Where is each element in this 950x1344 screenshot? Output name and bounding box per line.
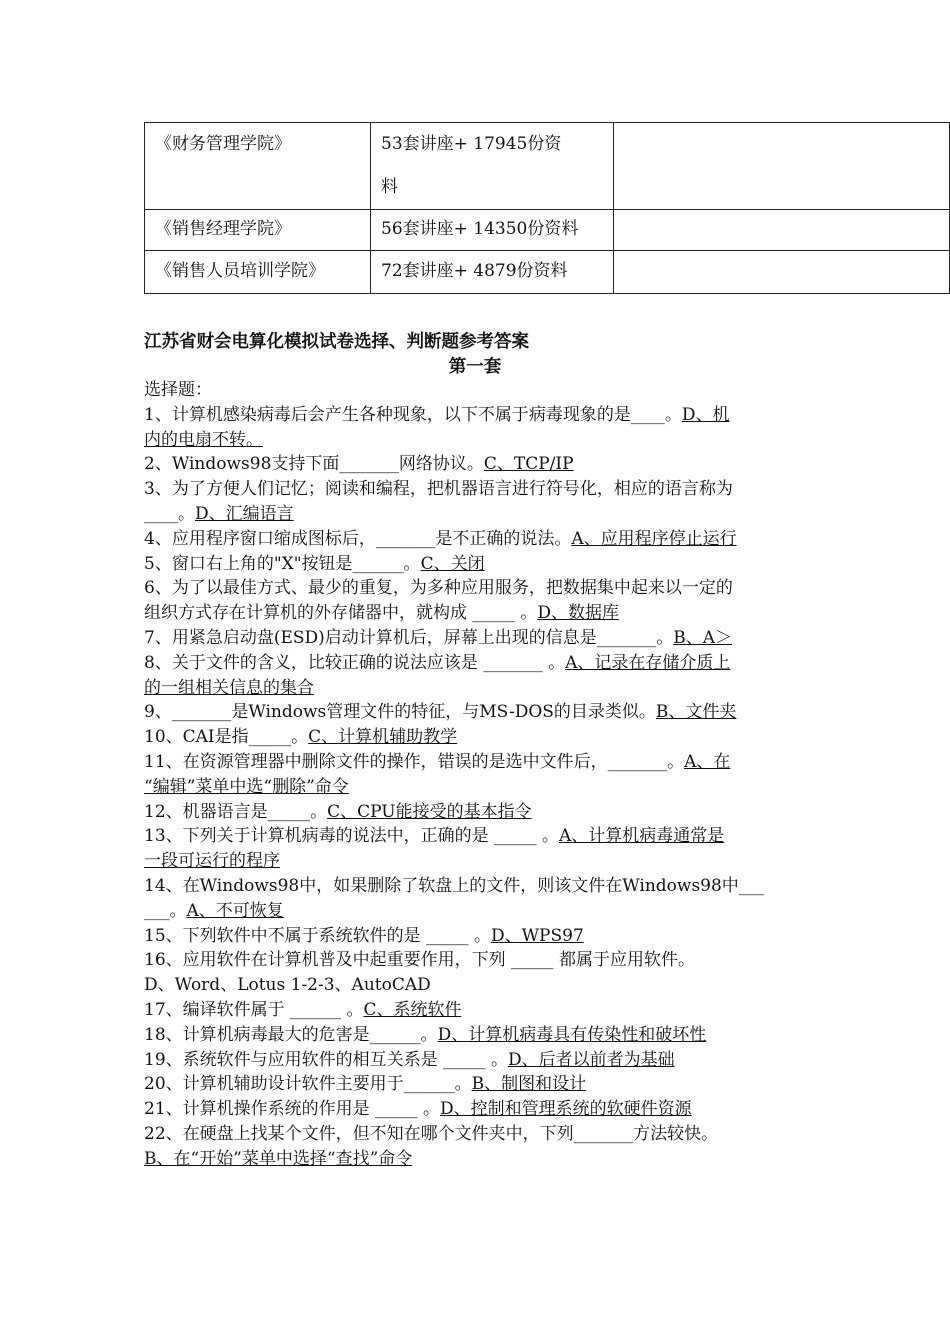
question-line xyxy=(144,1023,809,1048)
question-text: 5、窗口右上角的"X"按钮是______。 xyxy=(144,553,421,574)
table-cell-name: 《财务管理学院》 xyxy=(145,123,371,210)
question-text: 组织方式存在计算机的外存储器中，就构成 _____ 。 xyxy=(144,603,538,624)
question-text: 12、机器语言是_____。 xyxy=(144,801,328,822)
question-text: 2、Windows98支持下面_______网络协议。 xyxy=(144,454,484,475)
table-cell-detail: 72套讲座+ 4879份资料 xyxy=(371,251,614,294)
answer-text: C、计算机辅助教学 xyxy=(308,727,458,748)
question-text: 8、关于文件的含义，比较正确的说法应该是 _______ 。 xyxy=(144,652,566,673)
question-text: 19、系统软件与应用软件的相互关系是 _____ 。 xyxy=(144,1049,508,1070)
question-line xyxy=(144,552,809,577)
question-text: ____。 xyxy=(144,503,195,524)
answer-text: A、在 xyxy=(684,751,731,772)
question-line xyxy=(144,1048,809,1073)
set-title: 第一套 xyxy=(448,357,502,377)
question-line xyxy=(144,477,809,502)
question-line xyxy=(144,452,809,477)
question-text: 1、计算机感染病毒后会产生各种现象，以下不属于病毒现象的是____。 xyxy=(144,404,682,425)
answer-text: B、文件夹 xyxy=(655,702,737,723)
table-cell-name: 《销售经理学院》 xyxy=(145,210,371,251)
question-text: 9、_______是Windows管理文件的特征，与MS-DOS的目录类似。 xyxy=(144,702,656,723)
question-line xyxy=(144,924,809,949)
answer-text: A、记录在存储介质上 xyxy=(565,652,731,673)
table-row xyxy=(145,210,950,251)
table-cell-name: 《销售人员培训学院》 xyxy=(145,251,371,294)
question-line xyxy=(144,700,809,725)
table-row xyxy=(145,123,950,210)
question-line xyxy=(144,973,809,998)
table-row xyxy=(145,251,950,294)
answer-text: C、CPU能接受的基本指令 xyxy=(327,801,532,822)
resource-table xyxy=(144,122,950,294)
answer-text: D、计算机病毒具有传染性和破坏性 xyxy=(437,1024,707,1045)
table-cell-detail: 56套讲座+ 14350份资料 xyxy=(371,210,614,251)
question-line xyxy=(144,502,809,527)
answer-text: C、关闭 xyxy=(420,553,485,574)
question-line xyxy=(144,626,809,651)
answer-text: 内的电扇不转。 xyxy=(144,429,263,450)
question-line xyxy=(144,651,809,676)
question-text: ___。 xyxy=(144,900,187,921)
question-line xyxy=(144,775,809,800)
question-text: 13、下列关于计算机病毒的说法中，正确的是 _____ 。 xyxy=(144,826,559,847)
answer-text: D、WPS97 xyxy=(490,925,584,946)
question-line xyxy=(144,824,809,849)
question-text: 14、在Windows98中，如果删除了软盘上的文件，则该文件在Windows98中___ xyxy=(144,875,765,896)
answer-text: “编辑”菜单中选“删除”命令 xyxy=(144,776,349,797)
question-list xyxy=(144,378,809,1172)
answer-text: D、控制和管理系统的软硬件资源 xyxy=(439,1099,692,1120)
question-text: 21、计算机操作系统的作用是 _____ 。 xyxy=(144,1099,440,1120)
question-text: 4、应用程序窗口缩成图标后，_______是不正确的说法。 xyxy=(144,528,572,549)
answer-text: 的一组相关信息的集合 xyxy=(144,677,314,698)
answer-text: B、A＞ xyxy=(673,627,733,648)
question-line xyxy=(144,1122,809,1147)
answer-text: A、不可恢复 xyxy=(186,900,284,921)
question-text: D、Word、Lotus 1-2-3、AutoCAD xyxy=(144,975,431,996)
answer-text: 一段可运行的程序 xyxy=(144,851,280,872)
answer-text: A、应用程序停止运行 xyxy=(571,528,737,549)
question-line xyxy=(144,800,809,825)
section-label: 选择题： xyxy=(144,380,212,400)
question-line xyxy=(144,1147,809,1172)
table-cell-extra xyxy=(614,123,950,210)
answer-text: C、TCP/IP xyxy=(483,454,574,475)
question-line xyxy=(144,1072,809,1097)
question-line xyxy=(144,576,809,601)
question-line xyxy=(144,1097,809,1122)
question-line xyxy=(144,676,809,701)
question-text: 16、应用软件在计算机普及中起重要作用，下列 _____ 都属于应用软件。 xyxy=(144,950,695,971)
answer-text: D、数据库 xyxy=(537,603,619,624)
answer-text: C、系统软件 xyxy=(363,999,462,1020)
table-cell-detail xyxy=(371,123,614,210)
answer-text: D、汇编语言 xyxy=(195,503,294,524)
question-line xyxy=(144,750,809,775)
answer-text: B、制图和设计 xyxy=(471,1074,587,1095)
question-text: 7、用紧急启动盘(ESD)启动计算机后，屏幕上出现的信息是_______。 xyxy=(144,627,674,648)
question-line xyxy=(144,428,809,453)
question-text: 6、为了以最佳方式、最少的重复，为多种应用服务，把数据集中起来以一定的 xyxy=(144,578,733,599)
question-text: 10、CAI是指_____。 xyxy=(144,727,309,748)
question-line xyxy=(144,948,809,973)
question-text: 15、下列软件中不属于系统软件的是 _____ 。 xyxy=(144,925,491,946)
question-text: 20、计算机辅助设计软件主要用于______。 xyxy=(144,1074,472,1095)
question-line xyxy=(144,527,809,552)
detail-line: 53套讲座+ 17945份资 xyxy=(381,134,562,154)
document-heading: 江苏省财会电算化模拟试卷选择、判断题参考答案 xyxy=(144,332,529,352)
answer-text: D、机 xyxy=(681,404,730,425)
answer-text: D、后者以前者为基础 xyxy=(507,1049,675,1070)
question-line xyxy=(144,725,809,750)
answer-text: A、计算机病毒通常是 xyxy=(558,826,725,847)
question-text: 3、为了方便人们记忆；阅读和编程，把机器语言进行符号化，相应的语言称为 xyxy=(144,479,733,500)
question-text: 18、计算机病毒最大的危害是______。 xyxy=(144,1024,438,1045)
question-line xyxy=(144,874,809,899)
question-text: 11、在资源管理器中删除文件的操作，错误的是选中文件后，_______。 xyxy=(144,751,685,772)
question-text: 22、在硬盘上找某个文件，但不知在哪个文件夹中，下列_______方法较快。 xyxy=(144,1123,719,1144)
answer-text: B、在“开始”菜单中选择“查找”命令 xyxy=(144,1148,413,1169)
question-text: 17、编译软件属于 ______ 。 xyxy=(144,999,364,1020)
question-line xyxy=(144,403,809,428)
table-cell-extra xyxy=(614,210,950,251)
detail-line: 料 xyxy=(381,177,398,197)
question-line xyxy=(144,601,809,626)
question-line xyxy=(144,899,809,924)
table-cell-extra xyxy=(614,251,950,294)
question-line xyxy=(144,998,809,1023)
question-line xyxy=(144,849,809,874)
